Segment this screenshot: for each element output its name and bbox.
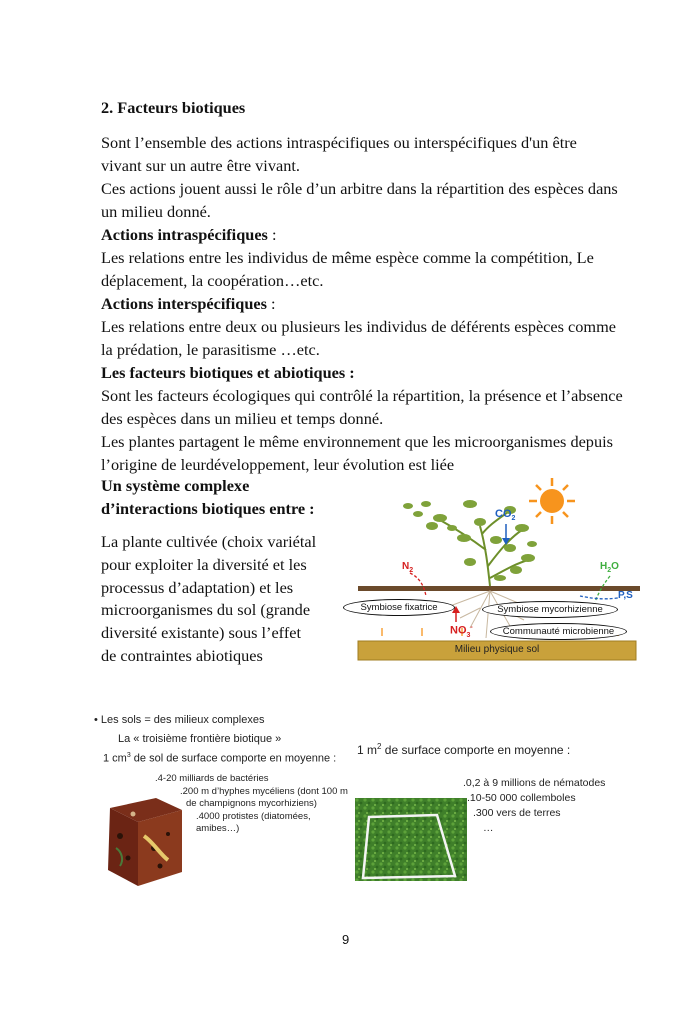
n2-label bbox=[402, 561, 413, 574]
h2o-o: O bbox=[611, 561, 619, 572]
soil-cube-icon bbox=[98, 796, 188, 888]
system-description bbox=[101, 531, 361, 668]
description-line: La plante cultivée (choix variétal bbox=[101, 532, 317, 551]
inter-colon: : bbox=[266, 294, 276, 313]
milieu-label: Milieu physique sol bbox=[454, 644, 540, 655]
no3-text: NO bbox=[450, 624, 467, 637]
intra-colon: : bbox=[267, 225, 277, 244]
no3-sub: 3 bbox=[466, 631, 471, 639]
h2o-h: H bbox=[600, 561, 608, 572]
paragraph-line: déplacement, la coopération…etc. bbox=[101, 271, 324, 290]
soil-item: de champignons mycorhiziens) bbox=[186, 798, 317, 809]
soil-item: .4000 protistes (diatomées, amibes…) bbox=[196, 810, 311, 834]
section-title: 2. Facteurs biotiques bbox=[101, 98, 246, 117]
description-line: de contraintes abiotiques bbox=[101, 645, 263, 665]
plant-icon bbox=[403, 500, 537, 586]
symbiose-mycorhizienne-label: Symbiose mycorhizienne bbox=[482, 601, 618, 618]
no3-sup: - bbox=[470, 624, 473, 631]
co2-label bbox=[495, 508, 515, 522]
grass-plot-icon bbox=[355, 798, 467, 881]
intra-heading bbox=[101, 223, 641, 246]
description-line: microorganismes du sol (grande bbox=[101, 600, 311, 620]
soil-panel bbox=[90, 714, 355, 889]
inter-heading bbox=[101, 292, 641, 315]
n2-sub: 2 bbox=[409, 567, 414, 574]
paragraph-line: la prédation, le parasitisme …etc. bbox=[101, 340, 320, 359]
ground-surface bbox=[358, 586, 640, 591]
system-title-line: Un système complexe bbox=[101, 476, 250, 495]
surface-item: … bbox=[483, 822, 494, 834]
surface-panel-items bbox=[463, 776, 605, 836]
soil-panel-line bbox=[103, 752, 336, 765]
system-title-line: d’interactions biotiques entre : bbox=[101, 499, 315, 518]
surface-item: .0,2 à 9 millions de nématodes bbox=[463, 777, 606, 789]
soil-panel-line: • Les sols = des milieux complexes bbox=[94, 714, 265, 726]
intra-title: Actions intraspécifiques bbox=[101, 225, 268, 244]
co2-text: CO bbox=[495, 508, 512, 520]
surface-panel-title bbox=[357, 742, 570, 757]
diagram-illustration bbox=[340, 478, 640, 668]
page-number: 9 bbox=[342, 932, 350, 947]
paragraph-line: Sont l’ensemble des actions intraspécifiques ou interspécifiques d'un être bbox=[101, 133, 577, 152]
symbiose-fixatrice-label: Symbiose fixatrice bbox=[343, 599, 455, 616]
paragraph-line: Les relations entre les individus de même espèce comme la compétition, Le bbox=[101, 248, 594, 267]
n2-arrow bbox=[410, 573, 426, 596]
paragraph-line: des espèces dans un milieu et temps donné. bbox=[101, 409, 384, 428]
plant-soil-diagram bbox=[340, 478, 640, 668]
inter-title: Actions interspécifiques bbox=[101, 294, 267, 313]
soil-item: .200 m d’hyphes mycéliens (dont 100 m bbox=[180, 785, 348, 797]
paragraph-line: un milieu donné. bbox=[101, 202, 211, 221]
sun-icon bbox=[529, 478, 575, 524]
description-line: processus d’adaptation) et les bbox=[101, 577, 294, 597]
surface-title-a: 1 m bbox=[357, 743, 378, 757]
soil-item: .4-20 milliards de bactéries bbox=[155, 773, 269, 784]
surface-item: .10-50 000 collemboles bbox=[467, 792, 576, 804]
no3-label bbox=[450, 624, 473, 639]
paragraph-line: l’origine de leurdéveloppement, leur évolution est liée bbox=[101, 455, 455, 474]
h2o-sub: 2 bbox=[607, 567, 612, 574]
ps-label: P,S bbox=[618, 590, 633, 601]
communaute-microbienne-label: Communauté microbienne bbox=[490, 623, 627, 640]
paragraph-line: Les plantes partagent le même environnement que les microorganismes depuis bbox=[101, 432, 613, 451]
description-line: pour exploiter la diversité et les bbox=[101, 554, 307, 574]
paragraph-line: vivant sur un autre être vivant. bbox=[101, 156, 300, 175]
description-line: diversité existante) sous l’effet bbox=[101, 623, 301, 643]
l3-text-b: de sol de surface comporte en moyenne : bbox=[130, 752, 337, 765]
paragraph-line: Sont les facteurs écologiques qui contrôlé la répartition, la présence et l’absence bbox=[101, 386, 623, 405]
co2-sub: 2 bbox=[511, 515, 516, 523]
l3-text: 1 cm bbox=[103, 752, 127, 765]
soil-panel-line: La « troisième frontière biotique » bbox=[118, 733, 282, 745]
surface-panel bbox=[355, 740, 645, 890]
paragraph-line: Les relations entre deux ou plusieurs les individus de déférents espèces comme bbox=[101, 317, 616, 336]
ps-arrow bbox=[580, 596, 618, 599]
bioabio-title: Les facteurs biotiques et abiotiques : bbox=[101, 363, 355, 382]
n2-text: N bbox=[402, 561, 410, 572]
paragraph-line: Ces actions jouent aussi le rôle d’un arbitre dans la répartition des espèces dans bbox=[101, 179, 618, 198]
system-section bbox=[101, 474, 361, 520]
surface-title-sup: 2 bbox=[377, 742, 382, 751]
body-text bbox=[101, 131, 641, 476]
l3-sup: 3 bbox=[126, 752, 131, 759]
h2o-label bbox=[600, 561, 619, 574]
surface-item: .300 vers de terres bbox=[473, 807, 561, 819]
surface-title-b: de surface comporte en moyenne : bbox=[381, 743, 571, 757]
